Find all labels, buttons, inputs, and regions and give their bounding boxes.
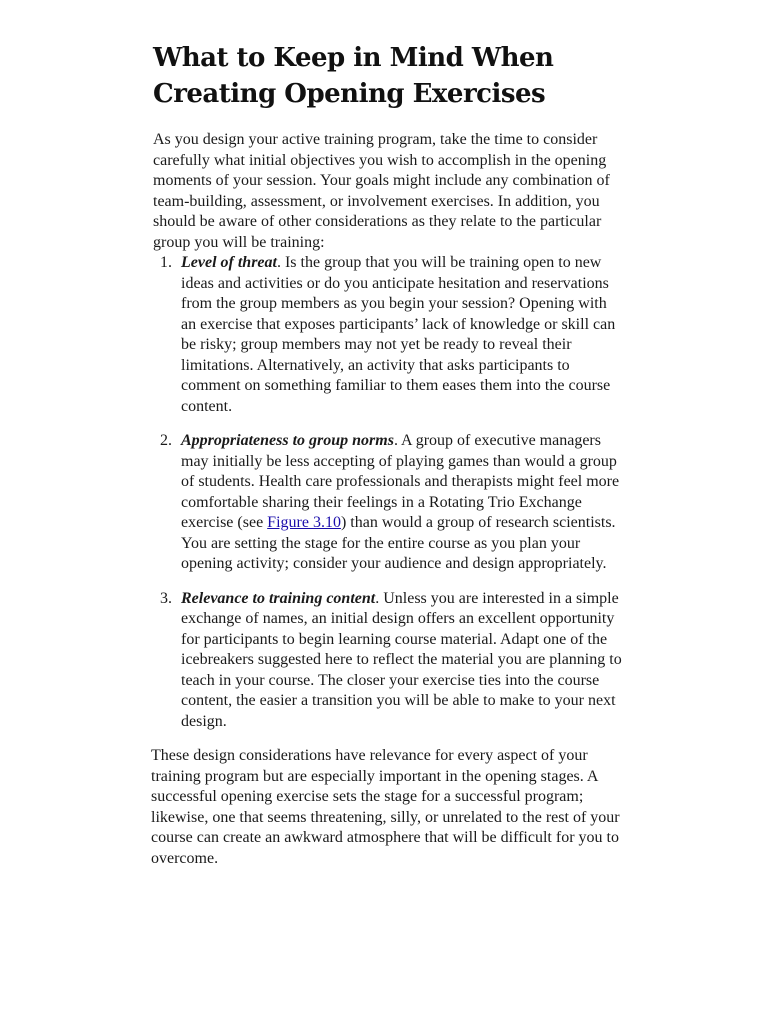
list-item-term: Level of threat bbox=[181, 254, 277, 271]
closing-paragraph: These design considerations have relevance for every aspect of your training program but are especially important in the opening stages. A successful opening exercise sets the stage for a successful program; likewise, one that seems threatening, silly, or unrelated to the rest of your course can create an awkward atmosphere that will be difficult for you to overcome. bbox=[151, 747, 620, 867]
list-item-number: 1. bbox=[160, 254, 172, 271]
list-item-number: 3. bbox=[160, 589, 172, 607]
intro-paragraph: As you design your active training program, take the time to consider carefully what initial objectives you wish to accomplish in the opening moments of your session. Your goals might include any combination of team-building, assessment, or involvement exercises. In addition, you should be aware of other considerations as they relate to the particular group you will be training: bbox=[153, 131, 610, 251]
document-page bbox=[153, 40, 623, 869]
page-title: What to Keep in Mind When Creating Opening Exercises bbox=[153, 43, 554, 109]
considerations-list bbox=[153, 253, 623, 732]
list-item-term: Appropriateness to group norms bbox=[181, 432, 394, 449]
list-item-text-after-link: ) than would a group of research scientists. You are setting the stage for the entire course as you plan your opening activity; consider your audience and design appropriately. bbox=[181, 514, 616, 572]
list-item-text: . Is the group that you will be training open to new ideas and activities or do you anticipate hesitation and reservations from the group members as you begin your session? Opening with an exercise that exposes participants’ lack of knowledge or skill can be risky; group members may not yet be ready to reveal their limitations. Alternatively, an activity that asks participants to comment on something familiar to them eases them into the course content. bbox=[181, 254, 616, 415]
list-item-number: 2. bbox=[160, 432, 172, 449]
list-item-training-content bbox=[153, 589, 623, 733]
list-item-term: Relevance to training content bbox=[181, 589, 376, 607]
list-item-text: . Unless you are interested in a simple exchange of names, an initial design offers an excellent opportunity for participants to begin learning course material. Adapt one of the icebreakers suggested here to reflect the material you are planning to teach in your course. The closer your exercise ties into the course content, the easier a transition you will be able to make to your next design. bbox=[181, 589, 622, 730]
list-item-level-of-threat bbox=[153, 253, 623, 417]
list-item-group-norms bbox=[153, 431, 623, 575]
list-item-text: . A group of executive managers may initially be less accepting of playing games than would a group of students. Health care professionals and therapists might feel more comfortable sharing their feelings in a Rotating Trio Exchange exercise (see bbox=[181, 432, 620, 531]
figure-link[interactable]: Figure 3.10 bbox=[267, 514, 341, 531]
